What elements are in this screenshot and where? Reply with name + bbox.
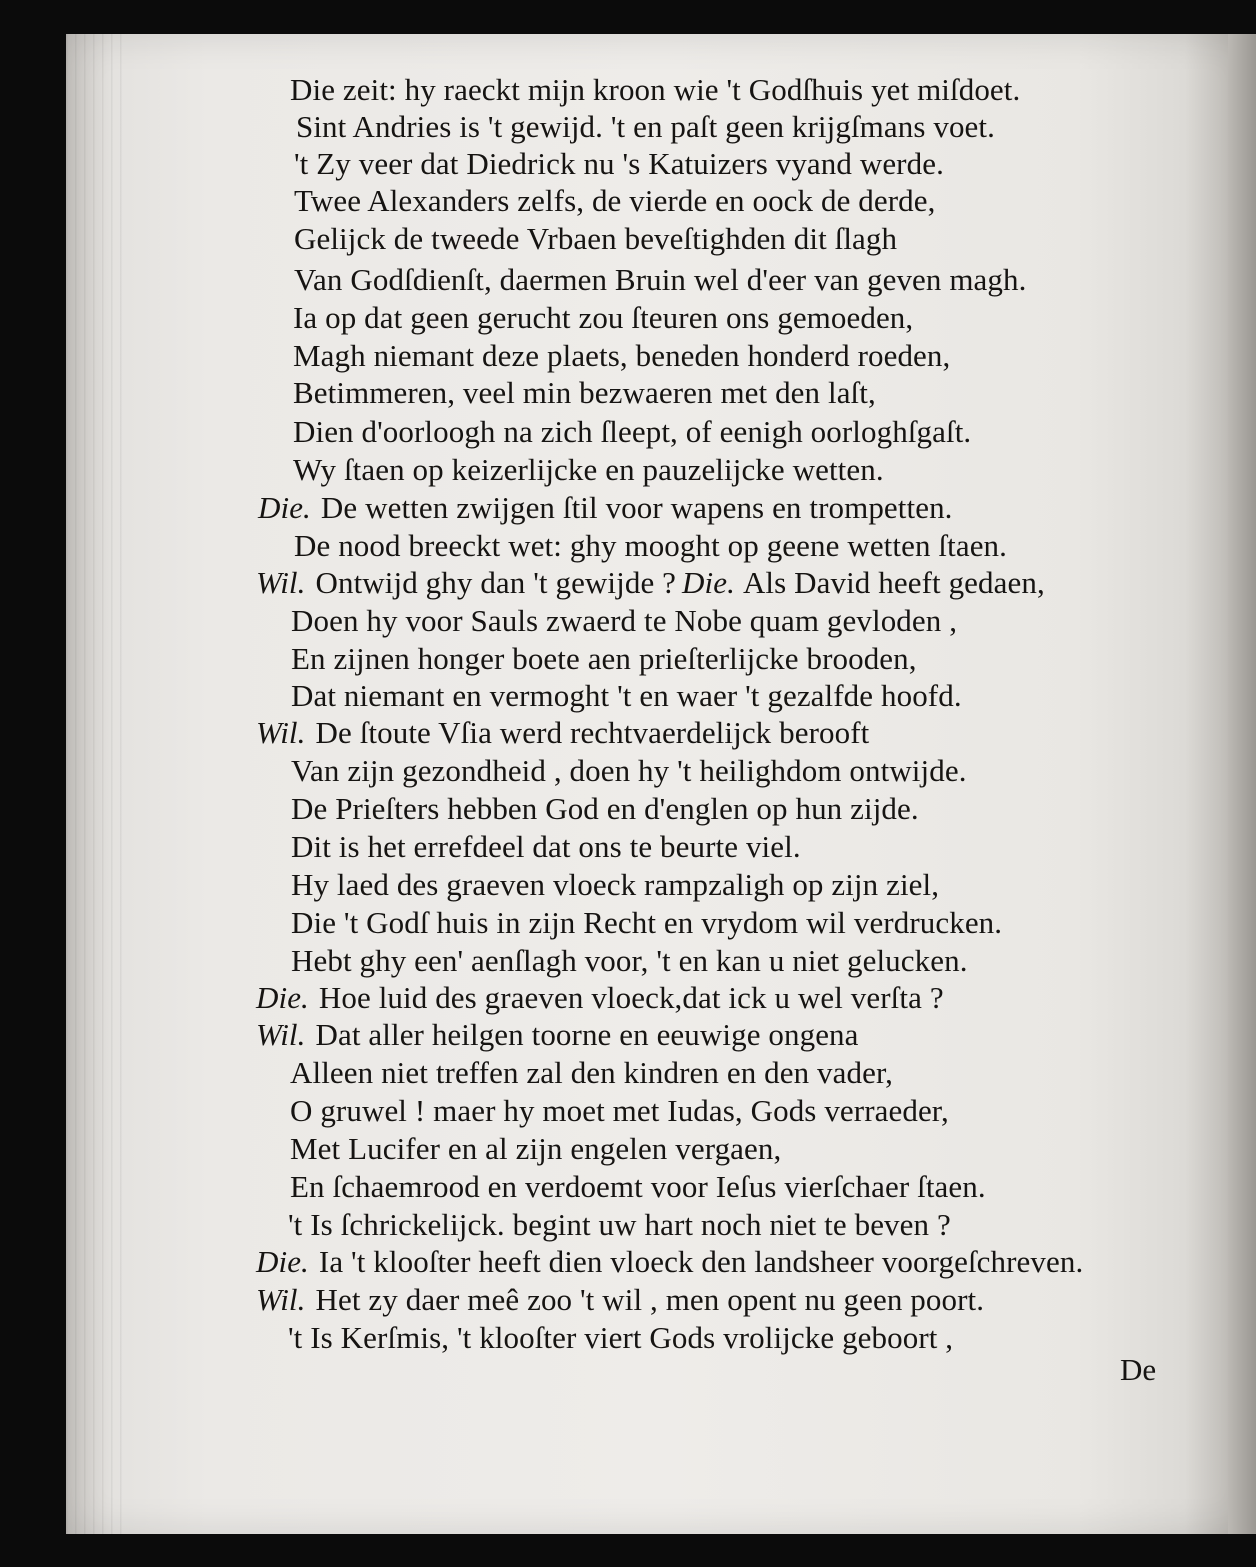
verse-line: En zijnen honger boete aen prieſterlijcke brooden,: [291, 641, 917, 676]
verse-line: Met Lucifer en al zijn engelen vergaen,: [290, 1131, 782, 1166]
speaker-label: Die.: [682, 565, 735, 600]
verse-line: Hy laed des graeven vloeck rampzaligh op zijn ziel,: [291, 867, 940, 902]
verse-line: Wil. De ſtoute Vſia werd rechtvaerdelijck berooft: [256, 715, 870, 750]
verse-line: Hebt ghy een' aenſlagh voor, 't en kan u niet gelucken.: [291, 943, 968, 978]
speaker-label: Die.: [256, 1244, 309, 1279]
verse-line: Die zeit: hy raeckt mijn kroon wie 't Godſhuis yet miſdoet.: [290, 72, 1021, 107]
verse-line: Dien d'oorloogh na zich ſleept, of eenigh oorloghſgaſt.: [293, 414, 972, 449]
catchword: De: [1120, 1352, 1157, 1387]
verse-line: Die. De wetten zwijgen ſtil voor wapens en trompetten.: [258, 490, 953, 525]
verse-line: De nood breeckt wet: ghy mooght op geene wetten ſtaen.: [294, 528, 1008, 563]
verse-line: Alleen niet treffen zal den kindren en den vader,: [290, 1055, 894, 1090]
verse-line: 't Zy veer dat Diedrick nu 's Katuizers vyand werde.: [294, 146, 944, 181]
speaker-label: Wil.: [256, 1282, 306, 1317]
verse-line: Ia op dat geen gerucht zou ſteuren ons gemoeden,: [293, 300, 914, 335]
verse-line: 't Is ſchrickelijck. begint uw hart noch niet te beven ?: [288, 1207, 951, 1242]
verse-line: Van zijn gezondheid , doen hy 't heilighdom ontwijde.: [291, 753, 967, 788]
verse-line: 't Is Kerſmis, 't klooſter viert Gods vrolijcke geboort ,: [288, 1320, 954, 1355]
verse-line: Die. Hoe luid des graeven vloeck,dat ick u wel verſta ?: [256, 980, 944, 1015]
speaker-label: Die.: [258, 490, 311, 525]
speaker-label: Wil.: [256, 565, 306, 600]
speaker-label: Wil.: [256, 715, 306, 750]
speaker-label: Die.: [256, 980, 309, 1015]
speaker-label: Wil.: [256, 1017, 306, 1052]
verse-line: Wil. Dat aller heilgen toorne en eeuwige ongena: [256, 1017, 859, 1052]
verse-line: Dit is het errefdeel dat ons te beurte viel.: [291, 829, 801, 864]
verse-line: Die. Ia 't klooſter heeft dien vloeck den landsheer voorgeſchreven.: [256, 1244, 1084, 1279]
verse-line: De Prieſters hebben God en d'englen op hun zijde.: [291, 791, 919, 826]
verse-line: Van Godſdienſt, daermen Bruin wel d'eer van geven magh.: [294, 262, 1027, 297]
verse-line: Sint Andries is 't gewijd. 't en paſt geen krijgſmans voet.: [296, 109, 995, 144]
verse-line: Twee Alexanders zelfs, de vierde en oock de derde,: [294, 183, 936, 218]
verse-line: Dat niemant en vermoght 't en waer 't gezalfde hoofd.: [291, 678, 962, 713]
verse-line: Magh niemant deze plaets, beneden honderd roeden,: [293, 338, 951, 373]
verse-line: En ſchaemrood en verdoemt voor Ieſus vierſchaer ſtaen.: [290, 1169, 986, 1204]
verse-line: Die 't Godſ huis in zijn Recht en vrydom wil verdrucken.: [291, 905, 1003, 940]
verse-line: Gelijck de tweede Vrbaen beveſtighden dit ſlagh: [294, 221, 898, 256]
verse-line: Wil. Het zy daer meê zoo 't wil , men opent nu geen poort.: [256, 1282, 985, 1317]
verse-line: O gruwel ! maer hy moet met Iudas, Gods verraeder,: [290, 1093, 949, 1128]
verse-line: Doen hy voor Sauls zwaerd te Nobe quam gevloden ,: [291, 603, 958, 638]
verse-line: Wil. Ontwijd ghy dan 't gewijde ? Die. Als David heeft gedaen,: [256, 565, 1045, 600]
verse-line: Betimmeren, veel min bezwaeren met den laſt,: [293, 375, 876, 410]
verse-line: Wy ſtaen op keizerlijcke en pauzelijcke wetten.: [293, 452, 884, 487]
